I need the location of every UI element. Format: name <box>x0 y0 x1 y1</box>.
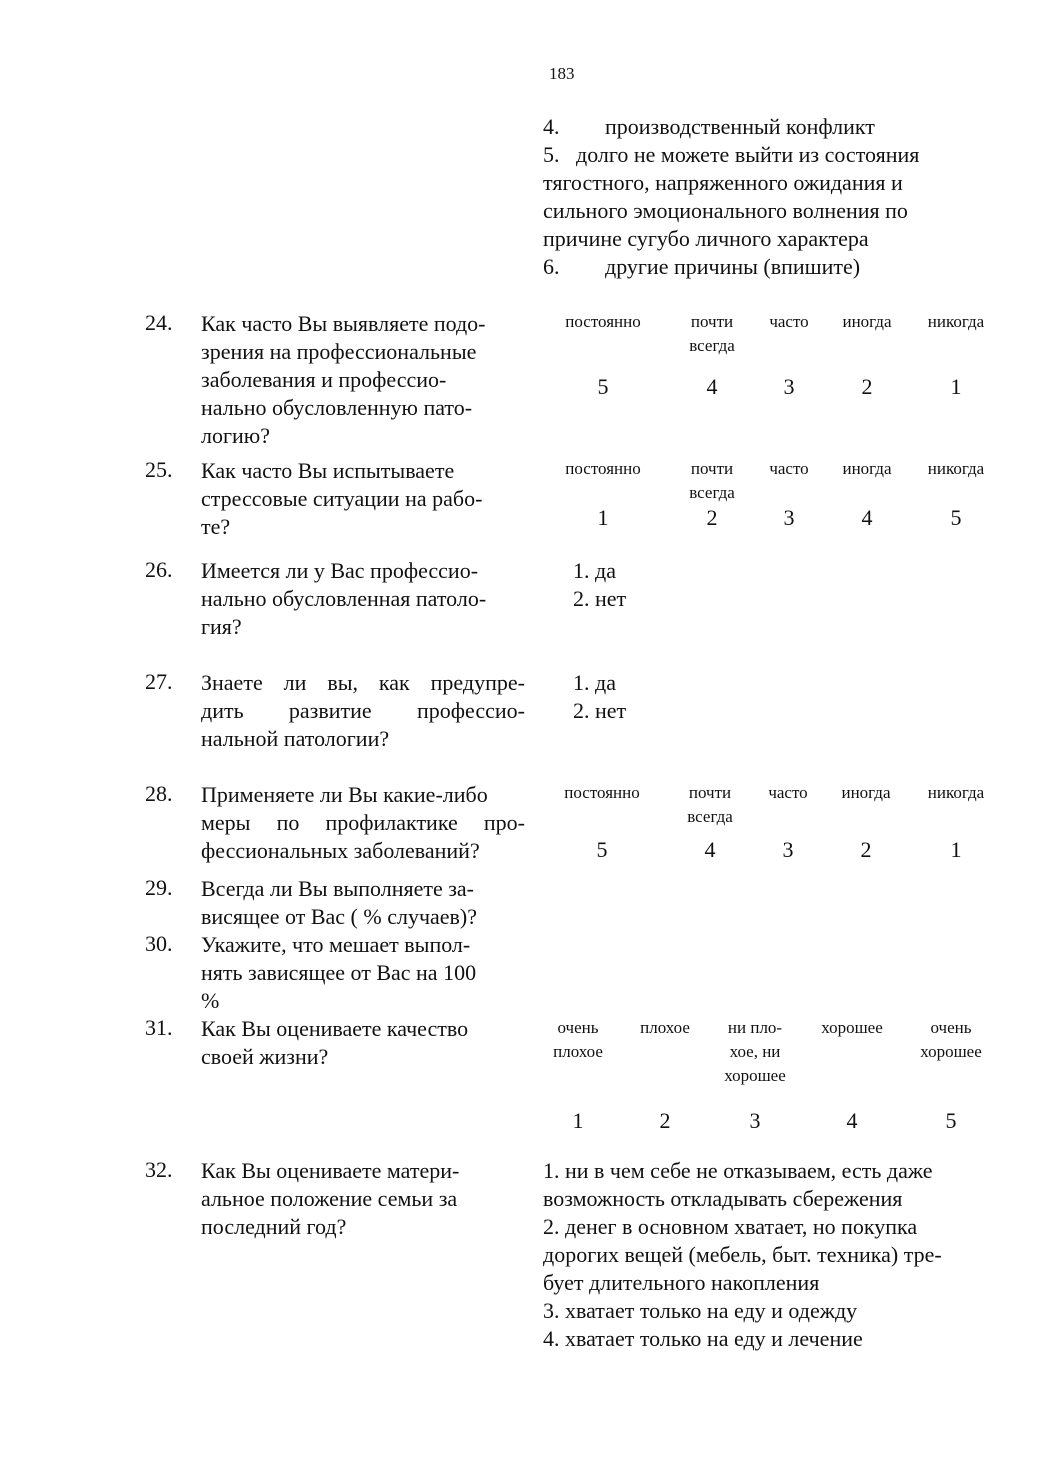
list-item-4: 4. производственный конфликт <box>543 114 875 139</box>
option-no[interactable]: 2. нет <box>573 698 627 723</box>
scale-label: постоянно <box>565 312 641 331</box>
question-number: 31. <box>145 1015 173 1040</box>
scale-label: хорошее <box>821 1018 883 1037</box>
option-no[interactable]: 2. нет <box>573 586 627 611</box>
scale-value[interactable]: 5 <box>945 1108 957 1133</box>
list-item-6: 6. другие причины (впишите) <box>543 254 861 279</box>
scale-label: плохое <box>640 1018 690 1037</box>
option-yes[interactable]: 1. да <box>573 670 616 695</box>
list-item-5: 5. долго не можете выйти из состояния <box>543 142 920 167</box>
scale-label: иногда <box>841 783 891 802</box>
question-24-text: Как часто Вы выявляете подо- зрения на профессиональные заболевания и профессио- нально обусловленную пато- логию? <box>201 311 486 448</box>
scale-value[interactable]: 1 <box>950 374 962 399</box>
question-number: 26. <box>145 557 173 582</box>
scale-label: иногда <box>842 459 892 478</box>
scale-value[interactable]: 3 <box>749 1108 761 1133</box>
scale-label: постоянно <box>565 459 641 478</box>
scale-label: никогда <box>927 312 985 331</box>
scale-label: иногда <box>842 312 892 331</box>
page-number: 183 <box>549 64 575 83</box>
scale-value[interactable]: 1 <box>597 505 609 530</box>
scale-label: очень плохое <box>553 1018 603 1061</box>
question-30-text: Укажите, что мешает выпол- нять зависящее от Вас на 100 % <box>201 932 477 1013</box>
scale-value[interactable]: 5 <box>596 837 608 862</box>
question-number: 24. <box>145 310 173 335</box>
scale-value[interactable]: 4 <box>704 837 716 862</box>
question-29-text: Всегда ли Вы выполняете за- висящее от Вас ( % случаев)? <box>201 876 478 929</box>
scale-value[interactable]: 3 <box>782 837 794 862</box>
scale-label: часто <box>769 459 809 478</box>
list-item-5-cont: сильного эмоционального волнения по <box>543 198 908 223</box>
question-32-text: Как Вы оцениваете матери- альное положение семьи за последний год? <box>201 1158 460 1239</box>
option-yes[interactable]: 1. да <box>573 558 616 583</box>
list-item-5-cont: тягостного, напряженного ожидания и <box>543 170 903 195</box>
question-number: 30. <box>145 931 173 956</box>
question-number: 29. <box>145 875 173 900</box>
question-31-text: Как Вы оцениваете качество своей жизни? <box>201 1016 469 1069</box>
scale-label: часто <box>768 783 808 802</box>
list-item-5-cont: причине сугубо личного характера <box>543 226 869 251</box>
scale-value[interactable]: 4 <box>706 374 718 399</box>
scale-label: почти всегда <box>689 312 735 355</box>
scale-label: очень хорошее <box>920 1018 982 1061</box>
question-number: 32. <box>145 1157 173 1182</box>
scale-value[interactable]: 2 <box>860 837 872 862</box>
scale-value[interactable]: 5 <box>597 374 609 399</box>
question-number: 27. <box>145 669 173 694</box>
scale-label: почти всегда <box>687 783 733 826</box>
scale-label: часто <box>769 312 809 331</box>
scale-value[interactable]: 1 <box>950 837 962 862</box>
scale-label: почти всегда <box>689 459 735 502</box>
scale-label: никогда <box>927 459 985 478</box>
scale-value[interactable]: 3 <box>783 374 795 399</box>
scale-value[interactable]: 3 <box>783 505 795 530</box>
scale-value[interactable]: 2 <box>706 505 718 530</box>
answer-options[interactable]: 1. ни в чем себе не отказываем, есть даже возможность откладывать сбережения 2. денег в основном хватает, но покупка дорогих вещей (мебель, быт. техника) тре- бует длительного накопления 3. хватает только на еду и одежду 4. хватает только на еду и лечение <box>543 1158 942 1351</box>
question-25-text: Как часто Вы испытываете стрессовые ситуации на рабо- те? <box>201 458 483 539</box>
question-26-text: Имеется ли у Вас профессио- нально обусловленная патоло- гия? <box>201 558 487 639</box>
scale-value[interactable]: 2 <box>861 374 873 399</box>
scale-label: никогда <box>927 783 985 802</box>
scale-value[interactable]: 4 <box>846 1108 858 1133</box>
scale-value[interactable]: 1 <box>572 1108 584 1133</box>
scale-value[interactable]: 5 <box>950 505 962 530</box>
scale-label: ни пло- хое, ни хорошее <box>724 1018 786 1085</box>
question-28-text: Применяете ли Вы какие-либо меры по профилактике про- фессиональных заболеваний? <box>201 782 525 863</box>
scale-value[interactable]: 4 <box>861 505 873 530</box>
scale-label: постоянно <box>564 783 640 802</box>
question-27-text: Знаете ли вы, как предупре- дить развитие профессио- нальной патологии? <box>201 670 525 751</box>
question-number: 25. <box>145 457 173 482</box>
scale-value[interactable]: 2 <box>659 1108 671 1133</box>
question-number: 28. <box>145 781 173 806</box>
